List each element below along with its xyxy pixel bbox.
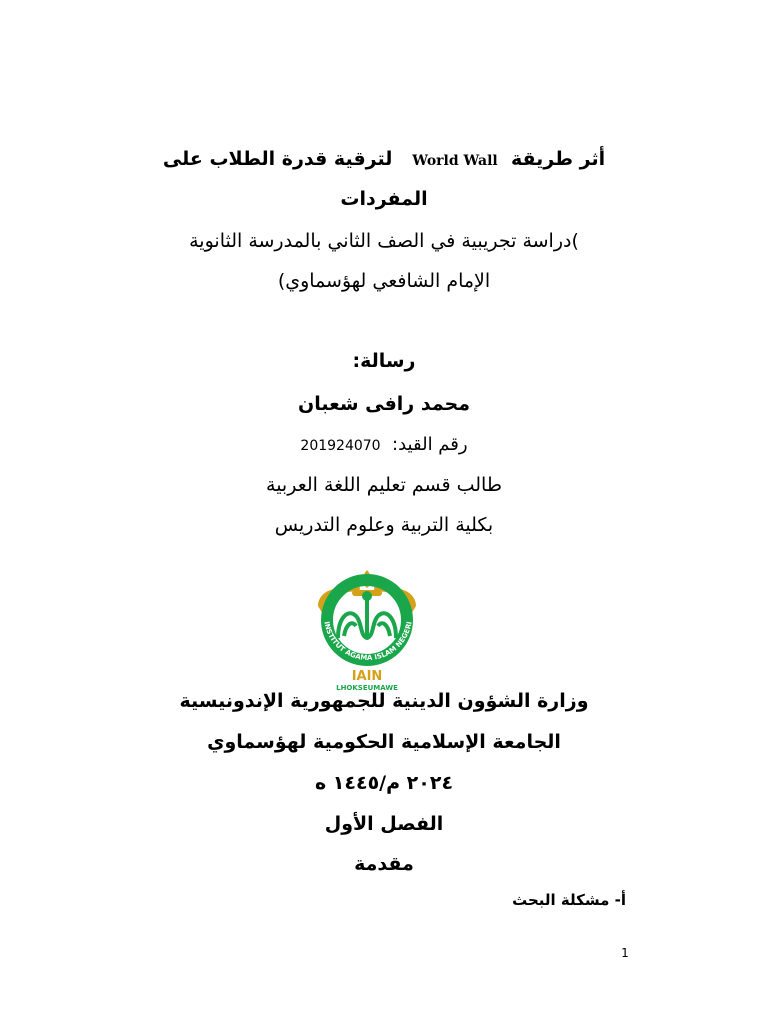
student-id-number: 201924070 [300,438,381,454]
title-line-1 [100,148,668,170]
student-id [100,434,668,455]
ministry: وزارة الشؤون الدينية للجمهورية الإندونيسية [179,690,589,712]
subtitle-line-2: الإمام الشافعي لهؤسماوي) [277,270,491,292]
logo-center-icon [338,593,396,638]
author-name: محمد رافى شعبان [297,393,471,415]
faculty: بكلية التربية وعلوم التدريس [274,514,494,536]
title-line-2: المفردات [340,188,428,210]
title-part-2: لترقية قدرة الطلاب على [162,148,393,170]
section-a-heading: أ- مشكلة البحث [512,891,626,909]
thesis-label: رسالة: [352,350,416,372]
year: ٢٠٢٤ م/١٤٤٥ ه [314,772,454,794]
university: الجامعة الإسلامية الحكومية لهؤسماوي [207,731,561,753]
page-number: 1 [621,946,629,960]
introduction-heading: مقدمة [354,853,414,875]
title-part-1: أثر طريقة [510,148,606,170]
iain-logo [304,566,430,694]
subtitle-line-1: )دراسة تجريبية في الصف الثاني بالمدرسة الثانوية [189,230,579,252]
logo-name: IAIN [351,669,383,684]
department: طالب قسم تعليم اللغة العربية [266,474,502,496]
chapter-title: الفصل الأول [324,813,444,835]
logo-city: LHOKSEUMAWE [336,684,398,692]
student-id-label: رقم القيد: [392,434,468,455]
title-english: World Wall [412,153,498,169]
logo-ring-text: INSTITUT AGAMA ISLAM NEGERI [322,620,414,663]
